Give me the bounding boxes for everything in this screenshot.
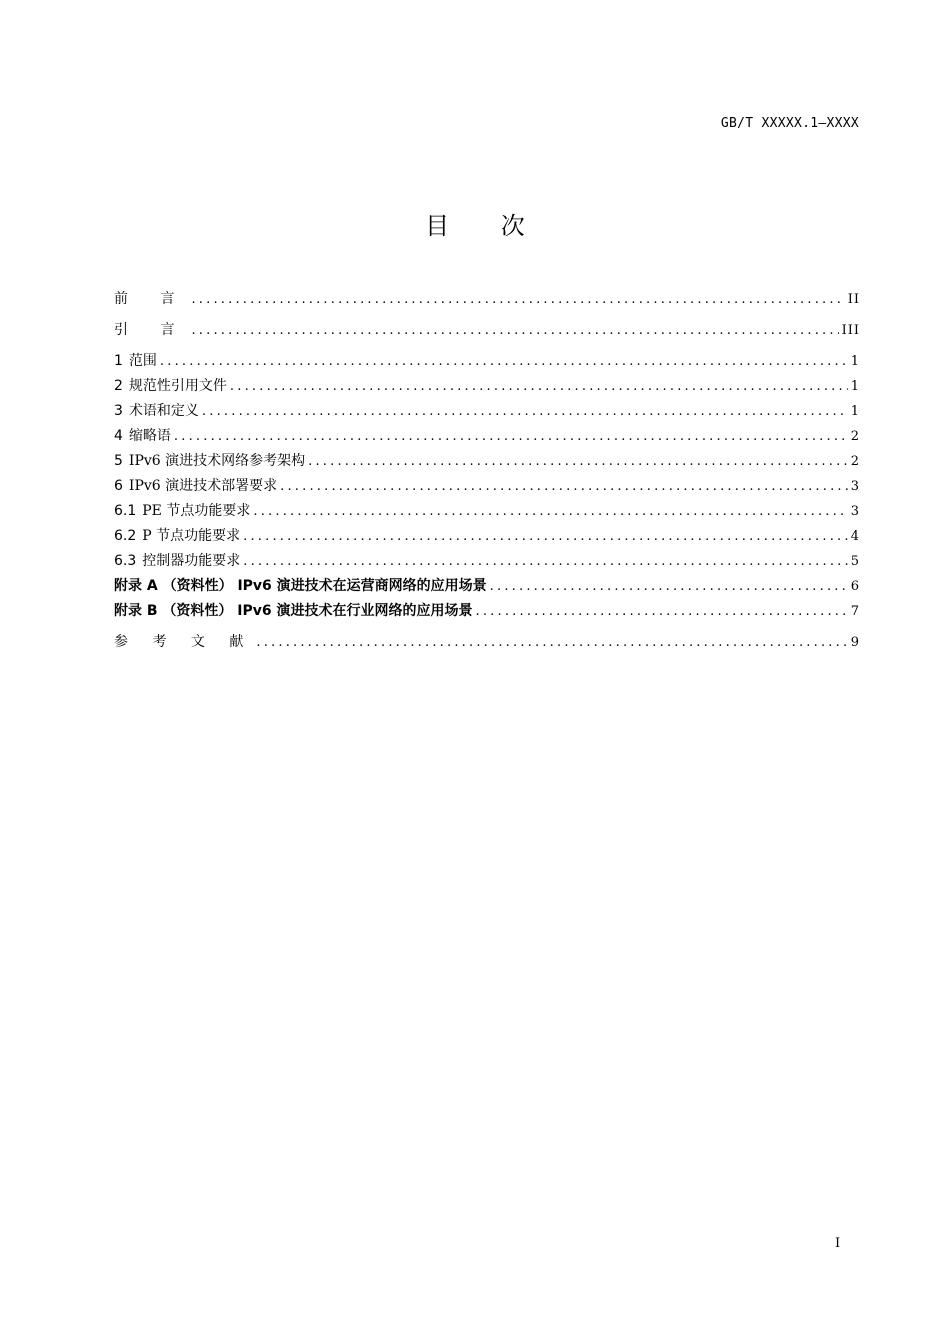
toc-entry-deployment-requirements[interactable] <box>114 474 860 499</box>
toc-entry-label: 规范性引用文件 <box>128 378 227 394</box>
toc-entry-label: 引 言 <box>114 322 189 338</box>
toc-entry-page: 9 <box>850 635 860 650</box>
toc-entry-number: 3 <box>114 403 123 419</box>
toc-leader-dots <box>243 524 848 549</box>
toc-entry-normative-references[interactable] <box>114 374 860 399</box>
toc-entry-pe-node[interactable] <box>114 499 860 524</box>
toc-entry-page: 5 <box>850 554 860 569</box>
toc-leader-dots <box>174 424 848 449</box>
toc-leader-dots <box>160 349 848 374</box>
toc-entry-controller[interactable] <box>114 549 860 574</box>
toc-entry-label: IPv6 演进技术部署要求 <box>128 478 278 494</box>
toc-entry-label: 缩略语 <box>128 428 171 444</box>
toc-entry-label: 术语和定义 <box>128 403 199 419</box>
toc-entry-label: 附录 A （资料性） IPv6 演进技术在运营商网络的应用场景 <box>114 578 487 594</box>
toc-entry-abbreviations[interactable] <box>114 424 860 449</box>
toc-leader-dots <box>280 474 848 499</box>
toc-entry-appendix-a[interactable] <box>114 574 860 599</box>
toc-entry-page: 2 <box>850 429 860 444</box>
toc-leader-dots <box>476 599 848 624</box>
toc-entry-page: 1 <box>850 354 860 369</box>
toc-entry-page: III <box>841 323 860 338</box>
toc-entry-number: 2 <box>114 378 123 394</box>
page-number: I <box>835 1236 841 1251</box>
toc-entry-number: 1 <box>114 353 123 369</box>
toc-entry-page: 1 <box>850 404 860 419</box>
toc-entry-page: II <box>847 292 860 307</box>
toc-entry-label: PE 节点功能要求 <box>142 503 251 519</box>
toc-entry-label: 范围 <box>128 353 157 369</box>
toc-entry-reference-architecture[interactable] <box>114 449 860 474</box>
toc-entry-number: 6.1 <box>114 503 137 519</box>
toc-entry-page: 6 <box>850 579 860 594</box>
toc-entry-number: 6.2 <box>114 528 137 544</box>
toc-entry-scope[interactable] <box>114 349 860 374</box>
toc-entry-foreword[interactable] <box>114 287 860 312</box>
toc-title: 目 次 <box>425 212 547 240</box>
toc-entry-number: 6 <box>114 478 123 494</box>
toc-entry-number: 4 <box>114 428 123 444</box>
toc-entry-page: 1 <box>850 379 860 394</box>
toc-leader-dots <box>243 549 847 574</box>
toc-entry-appendix-b[interactable] <box>114 599 860 624</box>
toc-entry-label: 参 考 文 献 <box>114 634 254 650</box>
toc-entry-label: 前 言 <box>114 291 189 307</box>
toc-leader-dots <box>230 374 848 399</box>
toc-leader-dots <box>490 574 848 599</box>
toc-entry-bibliography[interactable] <box>114 630 860 655</box>
toc-entry-number: 6.3 <box>114 553 137 569</box>
toc-entry-label: 附录 B （资料性） IPv6 演进技术在行业网络的应用场景 <box>114 603 473 619</box>
standard-code: GB/T XXXXX.1—XXXX <box>720 116 859 131</box>
toc-entry-page: 3 <box>850 479 860 494</box>
toc-leader-dots <box>191 318 838 343</box>
toc-entry-number: 5 <box>114 453 123 469</box>
toc-entry-page: 2 <box>850 454 860 469</box>
toc-entry-label: IPv6 演进技术网络参考架构 <box>128 453 306 469</box>
table-of-contents <box>114 287 860 655</box>
toc-entry-p-node[interactable] <box>114 524 860 549</box>
toc-entry-page: 4 <box>850 529 860 544</box>
toc-leader-dots <box>191 287 844 312</box>
toc-leader-dots <box>253 499 847 524</box>
toc-entry-page: 7 <box>850 604 860 619</box>
toc-leader-dots <box>256 630 847 655</box>
toc-leader-dots <box>202 399 848 424</box>
toc-entry-terms[interactable] <box>114 399 860 424</box>
toc-entry-introduction[interactable] <box>114 318 860 343</box>
toc-leader-dots <box>308 449 848 474</box>
toc-entry-label: P 节点功能要求 <box>142 528 241 544</box>
toc-entry-label: 控制器功能要求 <box>142 553 241 569</box>
toc-entry-page: 3 <box>850 504 860 519</box>
